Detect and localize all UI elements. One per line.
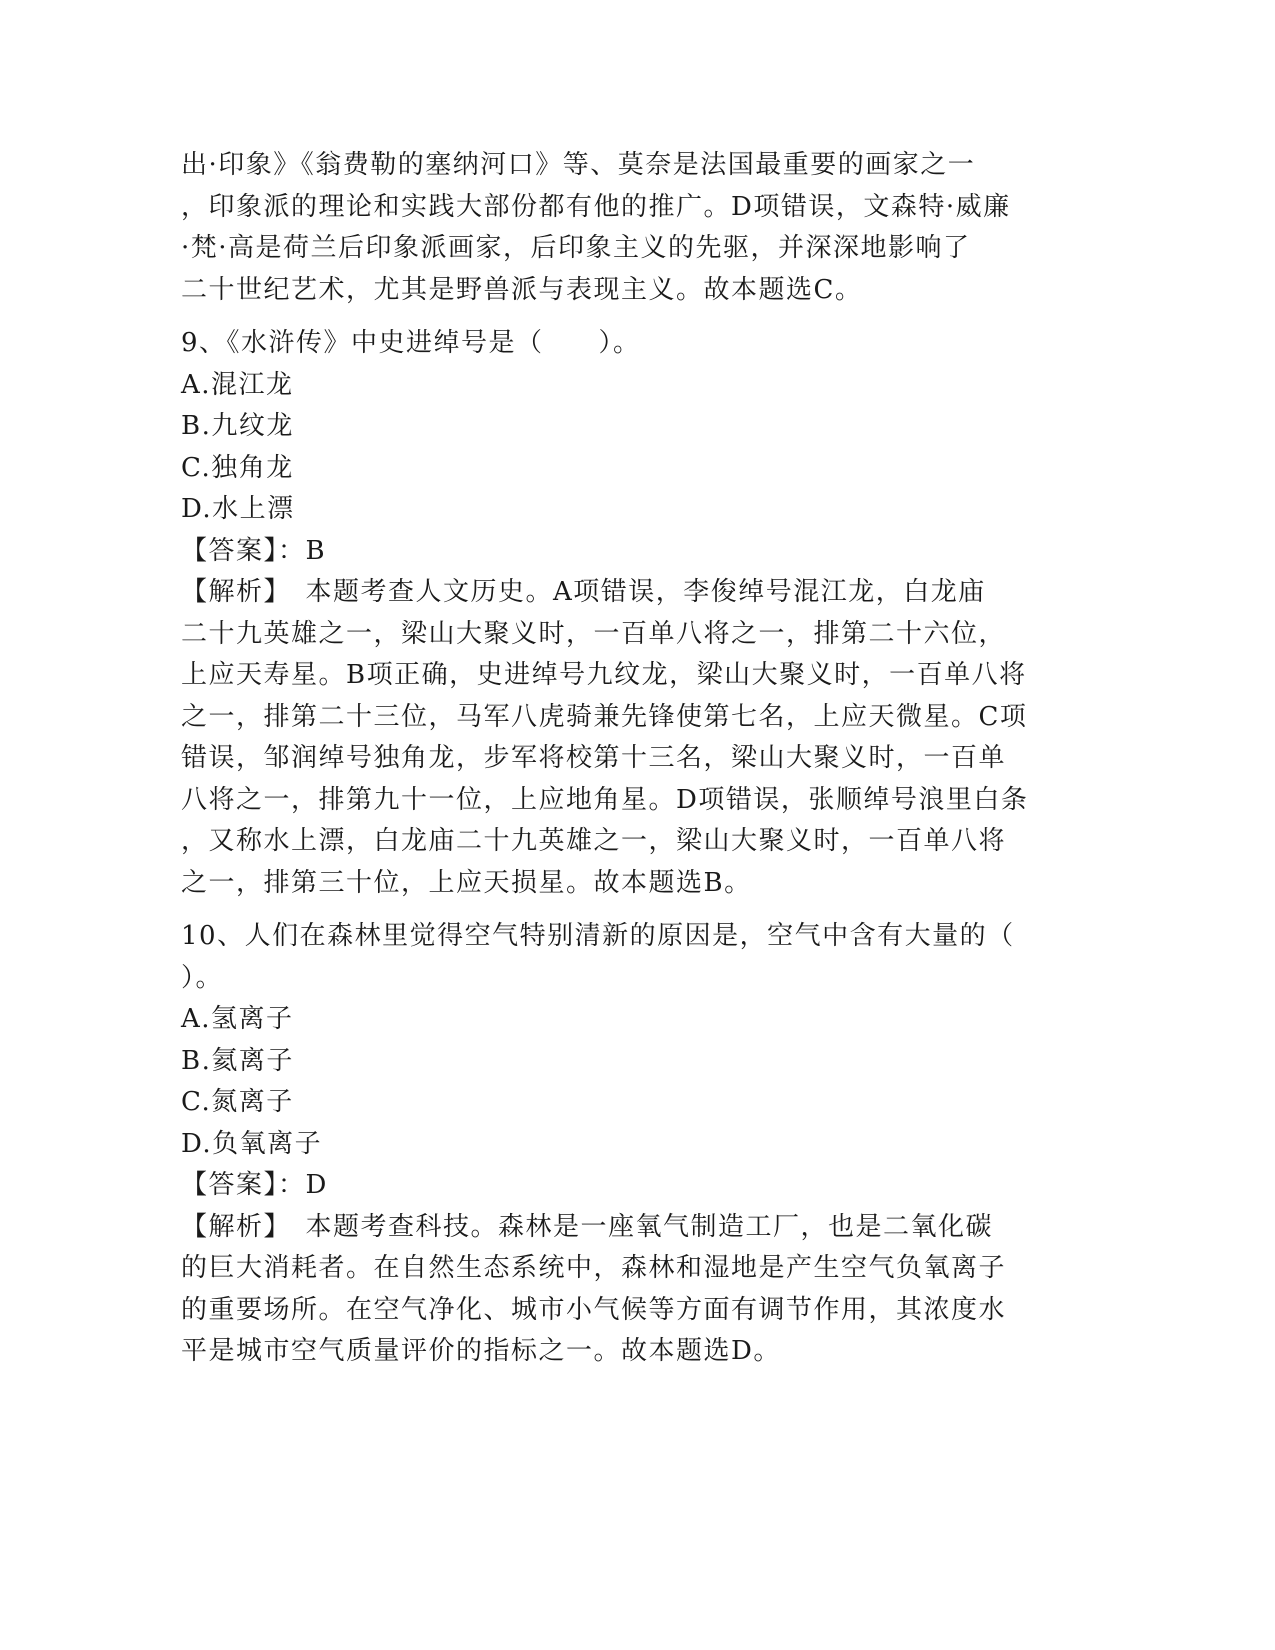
question-9 bbox=[181, 323, 1041, 904]
option-c: C.氮离子 bbox=[181, 1087, 294, 1117]
analysis-line: ，又称水上漂，白龙庙二十九英雄之一，梁山大聚义时，一百单八将 bbox=[181, 826, 1007, 856]
analysis-line: 上应天寿星。B项正确，史进绰号九纹龙，梁山大聚义时，一百单八将 bbox=[181, 660, 1027, 690]
option-d: D.负氧离子 bbox=[181, 1128, 323, 1159]
analysis-line: 【解析】 本题考查人文历史。A项错误，李俊绰号混江龙，白龙庙 bbox=[181, 577, 986, 607]
option-a: A.氢离子 bbox=[181, 1004, 294, 1034]
option-c: C.独角龙 bbox=[181, 452, 294, 483]
question-stem: 10、人们在森林里觉得空气特别清新的原因是，空气中含有大量的（ bbox=[181, 921, 1015, 951]
intro-paragraph bbox=[181, 145, 1041, 311]
text-line: 出·印象》《翁费勒的塞纳河口》等、莫奈是法国最重要的画家之一 bbox=[181, 150, 976, 180]
analysis-line: 之一，排第三十位，上应天损星。故本题选B。 bbox=[181, 867, 752, 898]
analysis-line: 错误，邹润绰号独角龙，步军将校第十三名，梁山大聚义时，一百单 bbox=[181, 743, 1007, 773]
analysis-line: 【解析】 本题考查科技。森林是一座氧气制造工厂，也是二氧化碳 bbox=[181, 1211, 994, 1242]
text-line: 二十世纪艺术，尤其是野兽派与表现主义。故本题选C。 bbox=[181, 274, 863, 305]
spacer bbox=[181, 311, 1041, 323]
option-b: B.氦离子 bbox=[181, 1045, 294, 1076]
text-line: ，印象派的理论和实践大部份都有他的推广。D项错误，文森特·威廉 bbox=[181, 191, 1011, 222]
analysis-line: 八将之一，排第九十一位，上应地角星。D项错误，张顺绰号浪里白条 bbox=[181, 784, 1029, 815]
analysis-line: 的重要场所。在空气净化、城市小气候等方面有调节作用，其浓度水 bbox=[181, 1294, 1007, 1325]
question-10 bbox=[181, 916, 1041, 1373]
question-stem: 9、《水浒传》中史进绰号是（ ）。 bbox=[181, 328, 641, 358]
question-stem: ）。 bbox=[181, 962, 224, 993]
answer-line: 【答案】：D bbox=[181, 1170, 328, 1200]
option-b: B.九纹龙 bbox=[181, 411, 294, 441]
analysis-line: 平是城市空气质量评价的指标之一。故本题选D。 bbox=[181, 1336, 781, 1366]
document-page bbox=[181, 145, 1041, 1373]
analysis-line: 二十九英雄之一，梁山大聚义时，一百单八将之一，排第二十六位， bbox=[181, 618, 1007, 649]
text-line: ·梵·高是荷兰后印象派画家，后印象主义的先驱，并深深地影响了 bbox=[181, 233, 971, 263]
analysis-line: 之一，排第二十三位，马军八虎骑兼先锋使第七名，上应天微星。C项 bbox=[181, 701, 1028, 732]
option-a: A.混江龙 bbox=[181, 369, 294, 400]
option-d: D.水上漂 bbox=[181, 494, 295, 524]
answer-line: 【答案】：B bbox=[181, 535, 327, 566]
analysis-line: 的巨大消耗者。在自然生态系统中，森林和湿地是产生空气负氧离子 bbox=[181, 1253, 1007, 1283]
spacer bbox=[181, 904, 1041, 916]
